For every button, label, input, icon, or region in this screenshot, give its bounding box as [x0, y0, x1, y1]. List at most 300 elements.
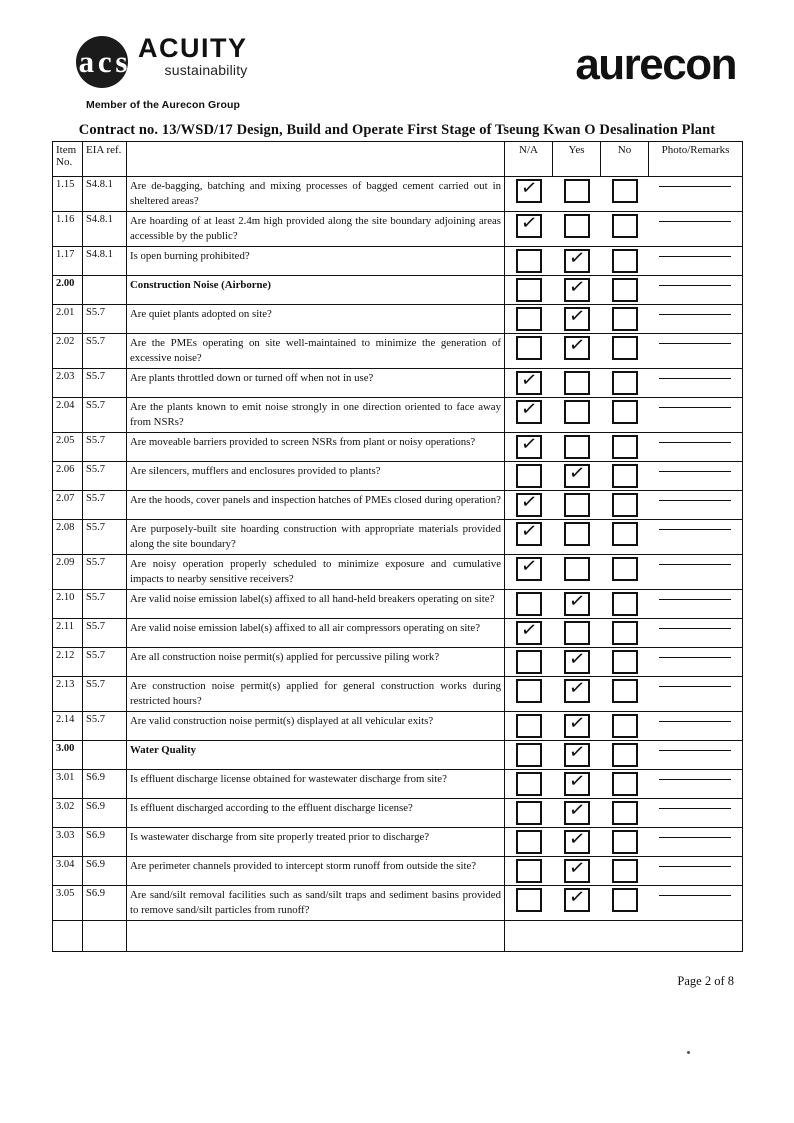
- checkbox-na[interactable]: [516, 176, 542, 203]
- cell-photo-remarks[interactable]: [649, 770, 743, 799]
- cell-description: Are noisy operation properly scheduled to minimize exposure and cumulative impacts to nearby sensitive receivers?: [127, 555, 505, 590]
- cell-photo-remarks[interactable]: [649, 334, 743, 369]
- table-row: [53, 741, 743, 770]
- checkbox-na[interactable]: [516, 397, 542, 424]
- page-title: Contract no. 13/WSD/17 Design, Build and Operate First Stage of Tseung Kwan O Desalination Plant: [78, 122, 716, 138]
- checkbox-cell-no[interactable]: [601, 369, 649, 398]
- cell-item-no: 1.17: [53, 247, 83, 276]
- cell-description: Are valid noise emission label(s) affixed to all hand-held breakers operating on site?: [127, 590, 505, 619]
- cell-eia-ref: S6.9: [83, 770, 127, 799]
- checkbox-na[interactable]: [516, 679, 542, 703]
- checkbox-cell-no[interactable]: [601, 741, 649, 770]
- cell-photo-remarks[interactable]: [649, 799, 743, 828]
- cell-description: Are hoarding of at least 2.4m high provided along the site boundary adjoining areas accessible by the public?: [127, 212, 505, 247]
- cell-item-no: 2.13: [53, 677, 83, 712]
- tail-no: [601, 921, 649, 952]
- cell-item-no: 2.06: [53, 462, 83, 491]
- checkbox-cell-na[interactable]: [505, 276, 553, 305]
- checkbox-cell-yes[interactable]: [553, 398, 601, 433]
- checkbox-cell-no[interactable]: [601, 857, 649, 886]
- table-row: [53, 648, 743, 677]
- checkbox-cell-na[interactable]: [505, 590, 553, 619]
- acuity-member-line: Member of the Aurecon Group: [86, 99, 240, 111]
- remarks-write-line[interactable]: [659, 255, 731, 257]
- checkbox-cell-yes[interactable]: [553, 770, 601, 799]
- remarks-write-line[interactable]: [659, 836, 731, 838]
- checkbox-na[interactable]: [516, 278, 542, 302]
- checkbox-no[interactable]: [612, 557, 638, 581]
- check-tick-icon: ✓: [567, 589, 586, 614]
- checkbox-no[interactable]: [612, 888, 638, 912]
- checkbox-cell-na[interactable]: [505, 491, 553, 520]
- checkbox-na[interactable]: [516, 618, 542, 645]
- cell-photo-remarks[interactable]: [649, 555, 743, 590]
- cell-photo-remarks[interactable]: [649, 741, 743, 770]
- cell-photo-remarks[interactable]: [649, 619, 743, 648]
- cell-description: Are construction noise permit(s) applied for general construction works during restricted hours?: [127, 677, 505, 712]
- checkbox-cell-yes[interactable]: [553, 177, 601, 212]
- remarks-write-line[interactable]: [659, 563, 731, 565]
- cell-item-no: 1.16: [53, 212, 83, 247]
- cell-eia-ref: S5.7: [83, 433, 127, 462]
- checkbox-cell-na[interactable]: [505, 648, 553, 677]
- checkbox-cell-no[interactable]: [601, 648, 649, 677]
- checkbox-yes[interactable]: [564, 493, 590, 517]
- checkbox-cell-no[interactable]: [601, 555, 649, 590]
- table-row: [53, 334, 743, 369]
- cell-eia-ref: S5.7: [83, 305, 127, 334]
- cell-description: Are valid noise emission label(s) affixed to all air compressors operating on site?: [127, 619, 505, 648]
- checkbox-na[interactable]: [516, 650, 542, 674]
- checkbox-no[interactable]: [612, 650, 638, 674]
- cell-photo-remarks[interactable]: [649, 369, 743, 398]
- checkbox-cell-yes[interactable]: [553, 462, 601, 491]
- table-tail-row: [53, 921, 743, 952]
- checkbox-yes[interactable]: [564, 214, 590, 238]
- checkbox-na[interactable]: [516, 888, 542, 912]
- checkbox-na[interactable]: [516, 519, 542, 546]
- tail-desc: [127, 921, 505, 952]
- checkbox-cell-no[interactable]: [601, 677, 649, 712]
- remarks-write-line[interactable]: [659, 528, 731, 530]
- checkbox-cell-yes[interactable]: [553, 619, 601, 648]
- remarks-write-line[interactable]: [659, 685, 731, 687]
- cell-eia-ref: S4.8.1: [83, 212, 127, 247]
- checkbox-cell-na[interactable]: [505, 857, 553, 886]
- cell-item-no: 2.03: [53, 369, 83, 398]
- checkbox-na[interactable]: [516, 464, 542, 488]
- checkbox-cell-na[interactable]: [505, 369, 553, 398]
- checkbox-no[interactable]: [612, 214, 638, 238]
- aurecon-logo: aurecon: [575, 40, 736, 89]
- checkbox-cell-no[interactable]: [601, 247, 649, 276]
- checkbox-cell-no[interactable]: [601, 799, 649, 828]
- checkbox-cell-na[interactable]: [505, 886, 553, 921]
- remarks-write-line[interactable]: [659, 185, 731, 187]
- cell-eia-ref: S5.7: [83, 462, 127, 491]
- cell-photo-remarks[interactable]: [649, 398, 743, 433]
- check-tick-icon: ✓: [567, 885, 586, 910]
- cell-item-no: 3.05: [53, 886, 83, 921]
- checkbox-cell-na[interactable]: [505, 770, 553, 799]
- checkbox-yes[interactable]: [564, 885, 590, 912]
- checkbox-na[interactable]: [516, 592, 542, 616]
- checkbox-cell-yes[interactable]: [553, 369, 601, 398]
- table-row: [53, 398, 743, 433]
- check-tick-icon: ✓: [519, 368, 539, 393]
- checkbox-cell-no[interactable]: [601, 462, 649, 491]
- check-tick-icon: ✓: [567, 856, 586, 881]
- cell-eia-ref: S5.7: [83, 334, 127, 369]
- checkbox-cell-na[interactable]: [505, 555, 553, 590]
- cell-eia-ref: [83, 276, 127, 305]
- remarks-write-line[interactable]: [659, 499, 731, 501]
- checkbox-cell-no[interactable]: [601, 305, 649, 334]
- checkbox-na[interactable]: [516, 211, 542, 238]
- check-tick-icon: ✓: [567, 740, 586, 765]
- checkbox-no[interactable]: [612, 592, 638, 616]
- table-row: [53, 828, 743, 857]
- tail-eia: [83, 921, 127, 952]
- header-yes: Yes: [553, 142, 601, 177]
- cell-photo-remarks[interactable]: [649, 433, 743, 462]
- table-row: [53, 177, 743, 212]
- cell-item-no: 3.00: [53, 741, 83, 770]
- cell-item-no: 2.12: [53, 648, 83, 677]
- remarks-write-line[interactable]: [659, 406, 731, 408]
- checkbox-no[interactable]: [612, 830, 638, 854]
- cell-eia-ref: S5.7: [83, 648, 127, 677]
- remarks-write-line[interactable]: [659, 720, 731, 722]
- check-tick-icon: ✓: [567, 461, 586, 486]
- cell-eia-ref: S5.7: [83, 369, 127, 398]
- checkbox-cell-na[interactable]: [505, 462, 553, 491]
- checkbox-no[interactable]: [612, 859, 638, 883]
- checkbox-yes[interactable]: [564, 246, 590, 273]
- checkbox-cell-yes[interactable]: [553, 247, 601, 276]
- checkbox-cell-yes[interactable]: [553, 886, 601, 921]
- remarks-write-line[interactable]: [659, 656, 731, 658]
- table-row: [53, 590, 743, 619]
- checkbox-no[interactable]: [612, 307, 638, 331]
- remarks-write-line[interactable]: [659, 865, 731, 867]
- checkbox-cell-na[interactable]: [505, 619, 553, 648]
- checkbox-na[interactable]: [516, 830, 542, 854]
- remarks-write-line[interactable]: [659, 313, 731, 315]
- checkbox-cell-no[interactable]: [601, 276, 649, 305]
- cell-eia-ref: S4.8.1: [83, 177, 127, 212]
- cell-description: Water Quality: [127, 741, 505, 770]
- checkbox-cell-na[interactable]: [505, 741, 553, 770]
- checkbox-cell-na[interactable]: [505, 677, 553, 712]
- checkbox-na[interactable]: [516, 307, 542, 331]
- cell-eia-ref: S5.7: [83, 555, 127, 590]
- acuity-logo: [52, 34, 248, 111]
- tail-item: [53, 921, 83, 952]
- checkbox-no[interactable]: [612, 522, 638, 546]
- checkbox-cell-yes[interactable]: [553, 520, 601, 555]
- cell-item-no: 2.08: [53, 520, 83, 555]
- header-description: [127, 142, 505, 177]
- checkbox-no[interactable]: [612, 743, 638, 767]
- cell-item-no: 2.01: [53, 305, 83, 334]
- cell-description: Are the PMEs operating on site well-maintained to minimize the generation of excessive noise?: [127, 334, 505, 369]
- checkbox-yes[interactable]: [564, 621, 590, 645]
- checkbox-cell-yes[interactable]: [553, 712, 601, 741]
- checkbox-cell-na[interactable]: [505, 177, 553, 212]
- checkbox-cell-yes[interactable]: [553, 828, 601, 857]
- cell-description: Is open burning prohibited?: [127, 247, 505, 276]
- checkbox-cell-no[interactable]: [601, 433, 649, 462]
- checkbox-yes[interactable]: [564, 333, 590, 360]
- checkbox-cell-yes[interactable]: [553, 799, 601, 828]
- checkbox-cell-no[interactable]: [601, 177, 649, 212]
- checkbox-cell-na[interactable]: [505, 305, 553, 334]
- checkbox-cell-no[interactable]: [601, 212, 649, 247]
- check-tick-icon: ✓: [567, 711, 586, 736]
- checkbox-cell-na[interactable]: [505, 334, 553, 369]
- checkbox-cell-yes[interactable]: [553, 276, 601, 305]
- header-na: N/A: [505, 142, 553, 177]
- page-number: Page 2 of 8: [677, 974, 734, 988]
- checkbox-no[interactable]: [612, 179, 638, 203]
- cell-eia-ref: S5.7: [83, 677, 127, 712]
- checkbox-yes[interactable]: [564, 435, 590, 459]
- check-tick-icon: ✓: [519, 519, 539, 544]
- checkbox-na[interactable]: [516, 368, 542, 395]
- table-row: [53, 433, 743, 462]
- checkbox-cell-na[interactable]: [505, 799, 553, 828]
- checkbox-yes[interactable]: [564, 740, 590, 767]
- cell-photo-remarks[interactable]: [649, 828, 743, 857]
- cell-item-no: 2.02: [53, 334, 83, 369]
- cell-eia-ref: S5.7: [83, 491, 127, 520]
- checkbox-yes[interactable]: [564, 461, 590, 488]
- checkbox-na[interactable]: [516, 801, 542, 825]
- checkbox-cell-no[interactable]: [601, 334, 649, 369]
- page-speck: [687, 1051, 690, 1054]
- remarks-write-line[interactable]: [659, 627, 731, 629]
- checkbox-cell-no[interactable]: [601, 398, 649, 433]
- remarks-write-line[interactable]: [659, 894, 731, 896]
- checkbox-yes[interactable]: [564, 711, 590, 738]
- checkbox-na[interactable]: [516, 743, 542, 767]
- check-tick-icon: ✓: [567, 827, 586, 852]
- checkbox-cell-na[interactable]: [505, 398, 553, 433]
- cell-photo-remarks[interactable]: [649, 276, 743, 305]
- checkbox-cell-yes[interactable]: [553, 555, 601, 590]
- checkbox-na[interactable]: [516, 859, 542, 883]
- tail-yes: [553, 921, 601, 952]
- table-row: [53, 619, 743, 648]
- remarks-write-line[interactable]: [659, 749, 731, 751]
- cell-description: Is wastewater discharge from site properly treated prior to discharge?: [127, 828, 505, 857]
- acuity-tagline: sustainability: [164, 62, 248, 78]
- remarks-write-line[interactable]: [659, 598, 731, 600]
- checkbox-yes[interactable]: [564, 522, 590, 546]
- checkbox-no[interactable]: [612, 371, 638, 395]
- cell-description: Are sand/silt removal facilities such as sand/silt traps and sediment basins provided to remove sand/silt particles from runoff?: [127, 886, 505, 921]
- checkbox-yes[interactable]: [564, 647, 590, 674]
- cell-item-no: 2.14: [53, 712, 83, 741]
- checkbox-cell-na[interactable]: [505, 828, 553, 857]
- cell-description: Are the plants known to emit noise strongly in one direction oriented to face away from NSRs?: [127, 398, 505, 433]
- remarks-write-line[interactable]: [659, 220, 731, 222]
- cell-eia-ref: S5.7: [83, 712, 127, 741]
- checkbox-no[interactable]: [612, 621, 638, 645]
- checkbox-cell-yes[interactable]: [553, 677, 601, 712]
- remarks-write-line[interactable]: [659, 470, 731, 472]
- checkbox-cell-no[interactable]: [601, 491, 649, 520]
- cell-photo-remarks[interactable]: [649, 648, 743, 677]
- checkbox-cell-no[interactable]: [601, 619, 649, 648]
- cell-photo-remarks[interactable]: [649, 177, 743, 212]
- remarks-write-line[interactable]: [659, 377, 731, 379]
- checkbox-cell-no[interactable]: [601, 886, 649, 921]
- cell-eia-ref: [83, 741, 127, 770]
- check-tick-icon: ✓: [567, 798, 586, 823]
- checkbox-cell-no[interactable]: [601, 520, 649, 555]
- checkbox-yes[interactable]: [564, 589, 590, 616]
- remarks-write-line[interactable]: [659, 807, 731, 809]
- checkbox-cell-na[interactable]: [505, 712, 553, 741]
- cell-item-no: 3.01: [53, 770, 83, 799]
- checkbox-cell-na[interactable]: [505, 247, 553, 276]
- header-item-line2: No.: [56, 156, 73, 168]
- checkbox-yes[interactable]: [564, 856, 590, 883]
- checkbox-no[interactable]: [612, 464, 638, 488]
- checkbox-yes[interactable]: [564, 769, 590, 796]
- table-row: [53, 491, 743, 520]
- checkbox-cell-yes[interactable]: [553, 305, 601, 334]
- cell-eia-ref: S6.9: [83, 857, 127, 886]
- remarks-write-line[interactable]: [659, 284, 731, 286]
- table-header-row: [53, 142, 743, 177]
- checkbox-no[interactable]: [612, 801, 638, 825]
- checkbox-yes[interactable]: [564, 676, 590, 703]
- check-tick-icon: ✓: [567, 304, 586, 329]
- checkbox-cell-no[interactable]: [601, 770, 649, 799]
- cell-item-no: 1.15: [53, 177, 83, 212]
- checkbox-cell-no[interactable]: [601, 712, 649, 741]
- cell-photo-remarks[interactable]: [649, 857, 743, 886]
- table-row: [53, 520, 743, 555]
- checkbox-cell-yes[interactable]: [553, 590, 601, 619]
- cell-item-no: 3.02: [53, 799, 83, 828]
- cell-photo-remarks[interactable]: [649, 305, 743, 334]
- cell-description: Is effluent discharged according to the effluent discharge license?: [127, 799, 505, 828]
- checkbox-no[interactable]: [612, 278, 638, 302]
- checkbox-cell-no[interactable]: [601, 590, 649, 619]
- checkbox-yes[interactable]: [564, 798, 590, 825]
- cell-description: Are purposely-built site hoarding construction with appropriate materials provided along the site boundary?: [127, 520, 505, 555]
- checkbox-cell-na[interactable]: [505, 520, 553, 555]
- cell-photo-remarks[interactable]: [649, 491, 743, 520]
- cell-description: Are the hoods, cover panels and inspection hatches of PMEs closed during operation?: [127, 491, 505, 520]
- cell-photo-remarks[interactable]: [649, 590, 743, 619]
- checkbox-no[interactable]: [612, 493, 638, 517]
- checkbox-no[interactable]: [612, 400, 638, 424]
- cell-item-no: 2.09: [53, 555, 83, 590]
- check-tick-icon: ✓: [519, 490, 539, 515]
- checkbox-cell-yes[interactable]: [553, 433, 601, 462]
- checkbox-cell-yes[interactable]: [553, 334, 601, 369]
- cell-photo-remarks[interactable]: [649, 677, 743, 712]
- checkbox-no[interactable]: [612, 249, 638, 273]
- cell-photo-remarks[interactable]: [649, 712, 743, 741]
- cell-photo-remarks[interactable]: [649, 520, 743, 555]
- checkbox-na[interactable]: [516, 336, 542, 360]
- cell-photo-remarks[interactable]: [649, 212, 743, 247]
- checkbox-cell-yes[interactable]: [553, 491, 601, 520]
- checkbox-cell-yes[interactable]: [553, 212, 601, 247]
- cell-eia-ref: S6.9: [83, 799, 127, 828]
- checkbox-cell-yes[interactable]: [553, 741, 601, 770]
- checkbox-no[interactable]: [612, 714, 638, 738]
- checkbox-no[interactable]: [612, 772, 638, 796]
- checkbox-yes[interactable]: [564, 304, 590, 331]
- checklist-table: [52, 141, 743, 952]
- checkbox-yes[interactable]: [564, 179, 590, 203]
- acuity-name: ACUITY: [138, 33, 248, 63]
- cell-item-no: 2.07: [53, 491, 83, 520]
- checkbox-na[interactable]: [516, 432, 542, 459]
- checkbox-cell-no[interactable]: [601, 828, 649, 857]
- table-row: [53, 462, 743, 491]
- cell-photo-remarks[interactable]: [649, 462, 743, 491]
- header-photo: Photo/Remarks: [649, 142, 743, 177]
- check-tick-icon: ✓: [519, 554, 539, 579]
- page-footer: [52, 974, 742, 989]
- tail-na: [505, 921, 553, 952]
- checkbox-yes[interactable]: [564, 827, 590, 854]
- cell-description: Are perimeter channels provided to intercept storm runoff from outside the site?: [127, 857, 505, 886]
- checkbox-na[interactable]: [516, 554, 542, 581]
- table-row: [53, 857, 743, 886]
- header-no: No: [601, 142, 649, 177]
- check-tick-icon: ✓: [567, 275, 586, 300]
- remarks-write-line[interactable]: [659, 441, 731, 443]
- checkbox-cell-yes[interactable]: [553, 648, 601, 677]
- checkbox-yes[interactable]: [564, 275, 590, 302]
- cell-photo-remarks[interactable]: [649, 247, 743, 276]
- checkbox-cell-na[interactable]: [505, 433, 553, 462]
- checkbox-na[interactable]: [516, 249, 542, 273]
- cell-item-no: 3.03: [53, 828, 83, 857]
- checkbox-na[interactable]: [516, 714, 542, 738]
- checkbox-no[interactable]: [612, 336, 638, 360]
- remarks-write-line[interactable]: [659, 342, 731, 344]
- cell-description: Are valid construction noise permit(s) displayed at all vehicular exits?: [127, 712, 505, 741]
- table-row: [53, 369, 743, 398]
- header-item: [53, 142, 83, 177]
- checkbox-cell-yes[interactable]: [553, 857, 601, 886]
- check-tick-icon: ✓: [519, 211, 539, 236]
- checkbox-na[interactable]: [516, 772, 542, 796]
- checkbox-yes[interactable]: [564, 400, 590, 424]
- cell-eia-ref: S5.7: [83, 619, 127, 648]
- remarks-write-line[interactable]: [659, 778, 731, 780]
- cell-description: Are moveable barriers provided to screen NSRs from plant or noisy operations?: [127, 433, 505, 462]
- checkbox-no[interactable]: [612, 435, 638, 459]
- cell-item-no: 2.00: [53, 276, 83, 305]
- checkbox-yes[interactable]: [564, 371, 590, 395]
- cell-photo-remarks[interactable]: [649, 886, 743, 921]
- checkbox-yes[interactable]: [564, 557, 590, 581]
- checkbox-cell-na[interactable]: [505, 212, 553, 247]
- checkbox-no[interactable]: [612, 679, 638, 703]
- checkbox-na[interactable]: [516, 490, 542, 517]
